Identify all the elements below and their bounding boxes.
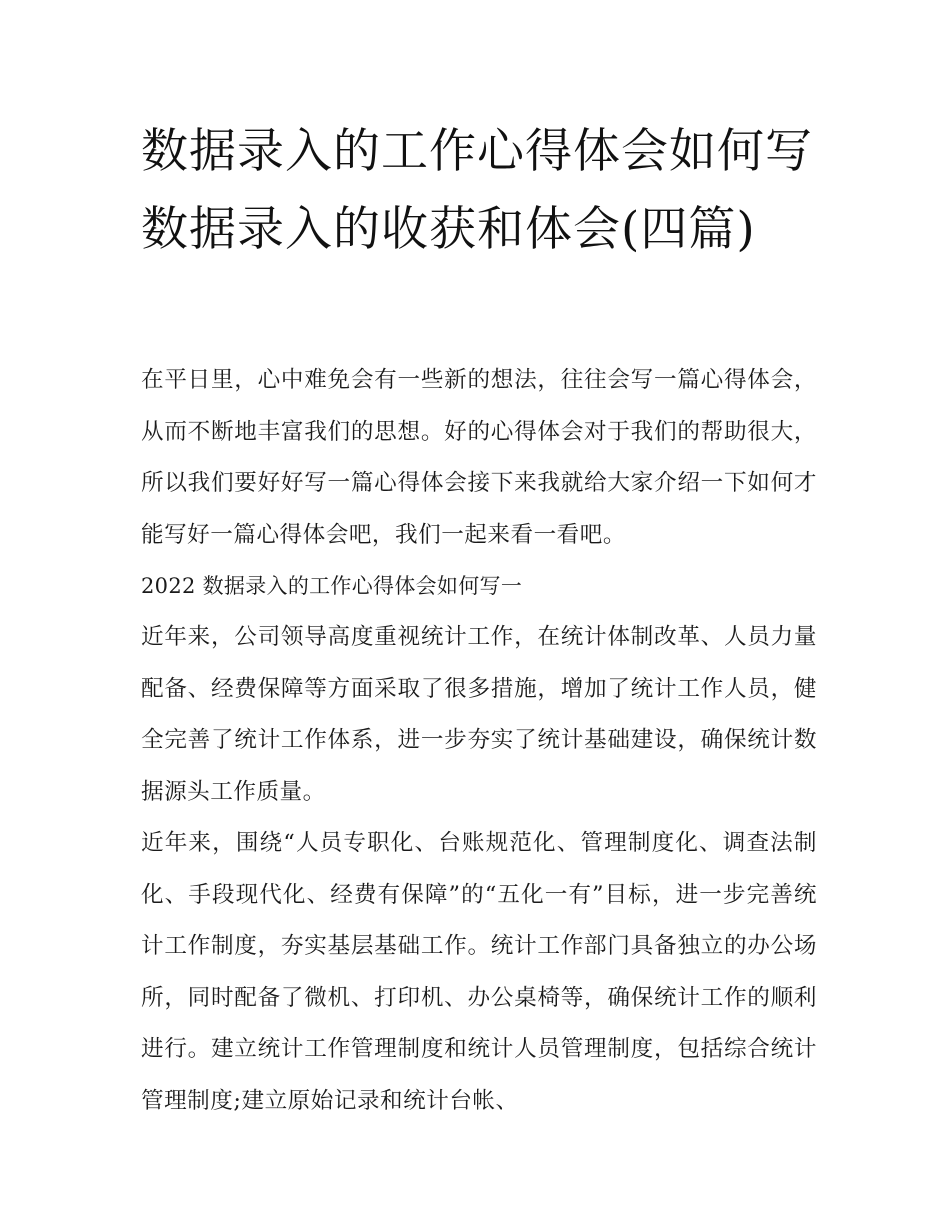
body-paragraph-2: 近年来，围绕“人员专职化、台账规范化、管理制度化、调查法制化、手段现代化、经费有保障”的“五化一有”目标，进一步完善统计工作制度，夯实基层基础工作。统计工作部门具备独立的办公场所，同时配备了微机、打印机、办公桌椅等，确保统计工作的顺利进行。建立统计工作管理制度和统计人员管理制度，包括综合统计管理制度;建立原始记录和统计台帐、 — [141, 830, 817, 1114]
document-body — [141, 355, 817, 1127]
document-title: 数据录入的工作心得体会如何写 数据录入的收获和体会(四篇) — [141, 124, 813, 257]
intro-paragraph: 在平日里，心中难免会有一些新的想法，往往会写一篇心得体会，从而不断地丰富我们的思想。好的心得体会对于我们的帮助很大，所以我们要好好写一篇心得体会接下来我就给大家介绍一下如何才能写好一篇心得体会吧，我们一起来看一看吧。 — [141, 367, 817, 548]
body-paragraph-1: 近年来，公司领导高度重视统计工作，在统计体制改革、人员力量配备、经费保障等方面采取了很多措施，增加了统计工作人员，健全完善了统计工作体系，进一步夯实了统计基础建设，确保统计数据源头工作质量。 — [141, 624, 817, 805]
section-heading: 2022 数据录入的工作心得体会如何写一 — [141, 574, 523, 598]
